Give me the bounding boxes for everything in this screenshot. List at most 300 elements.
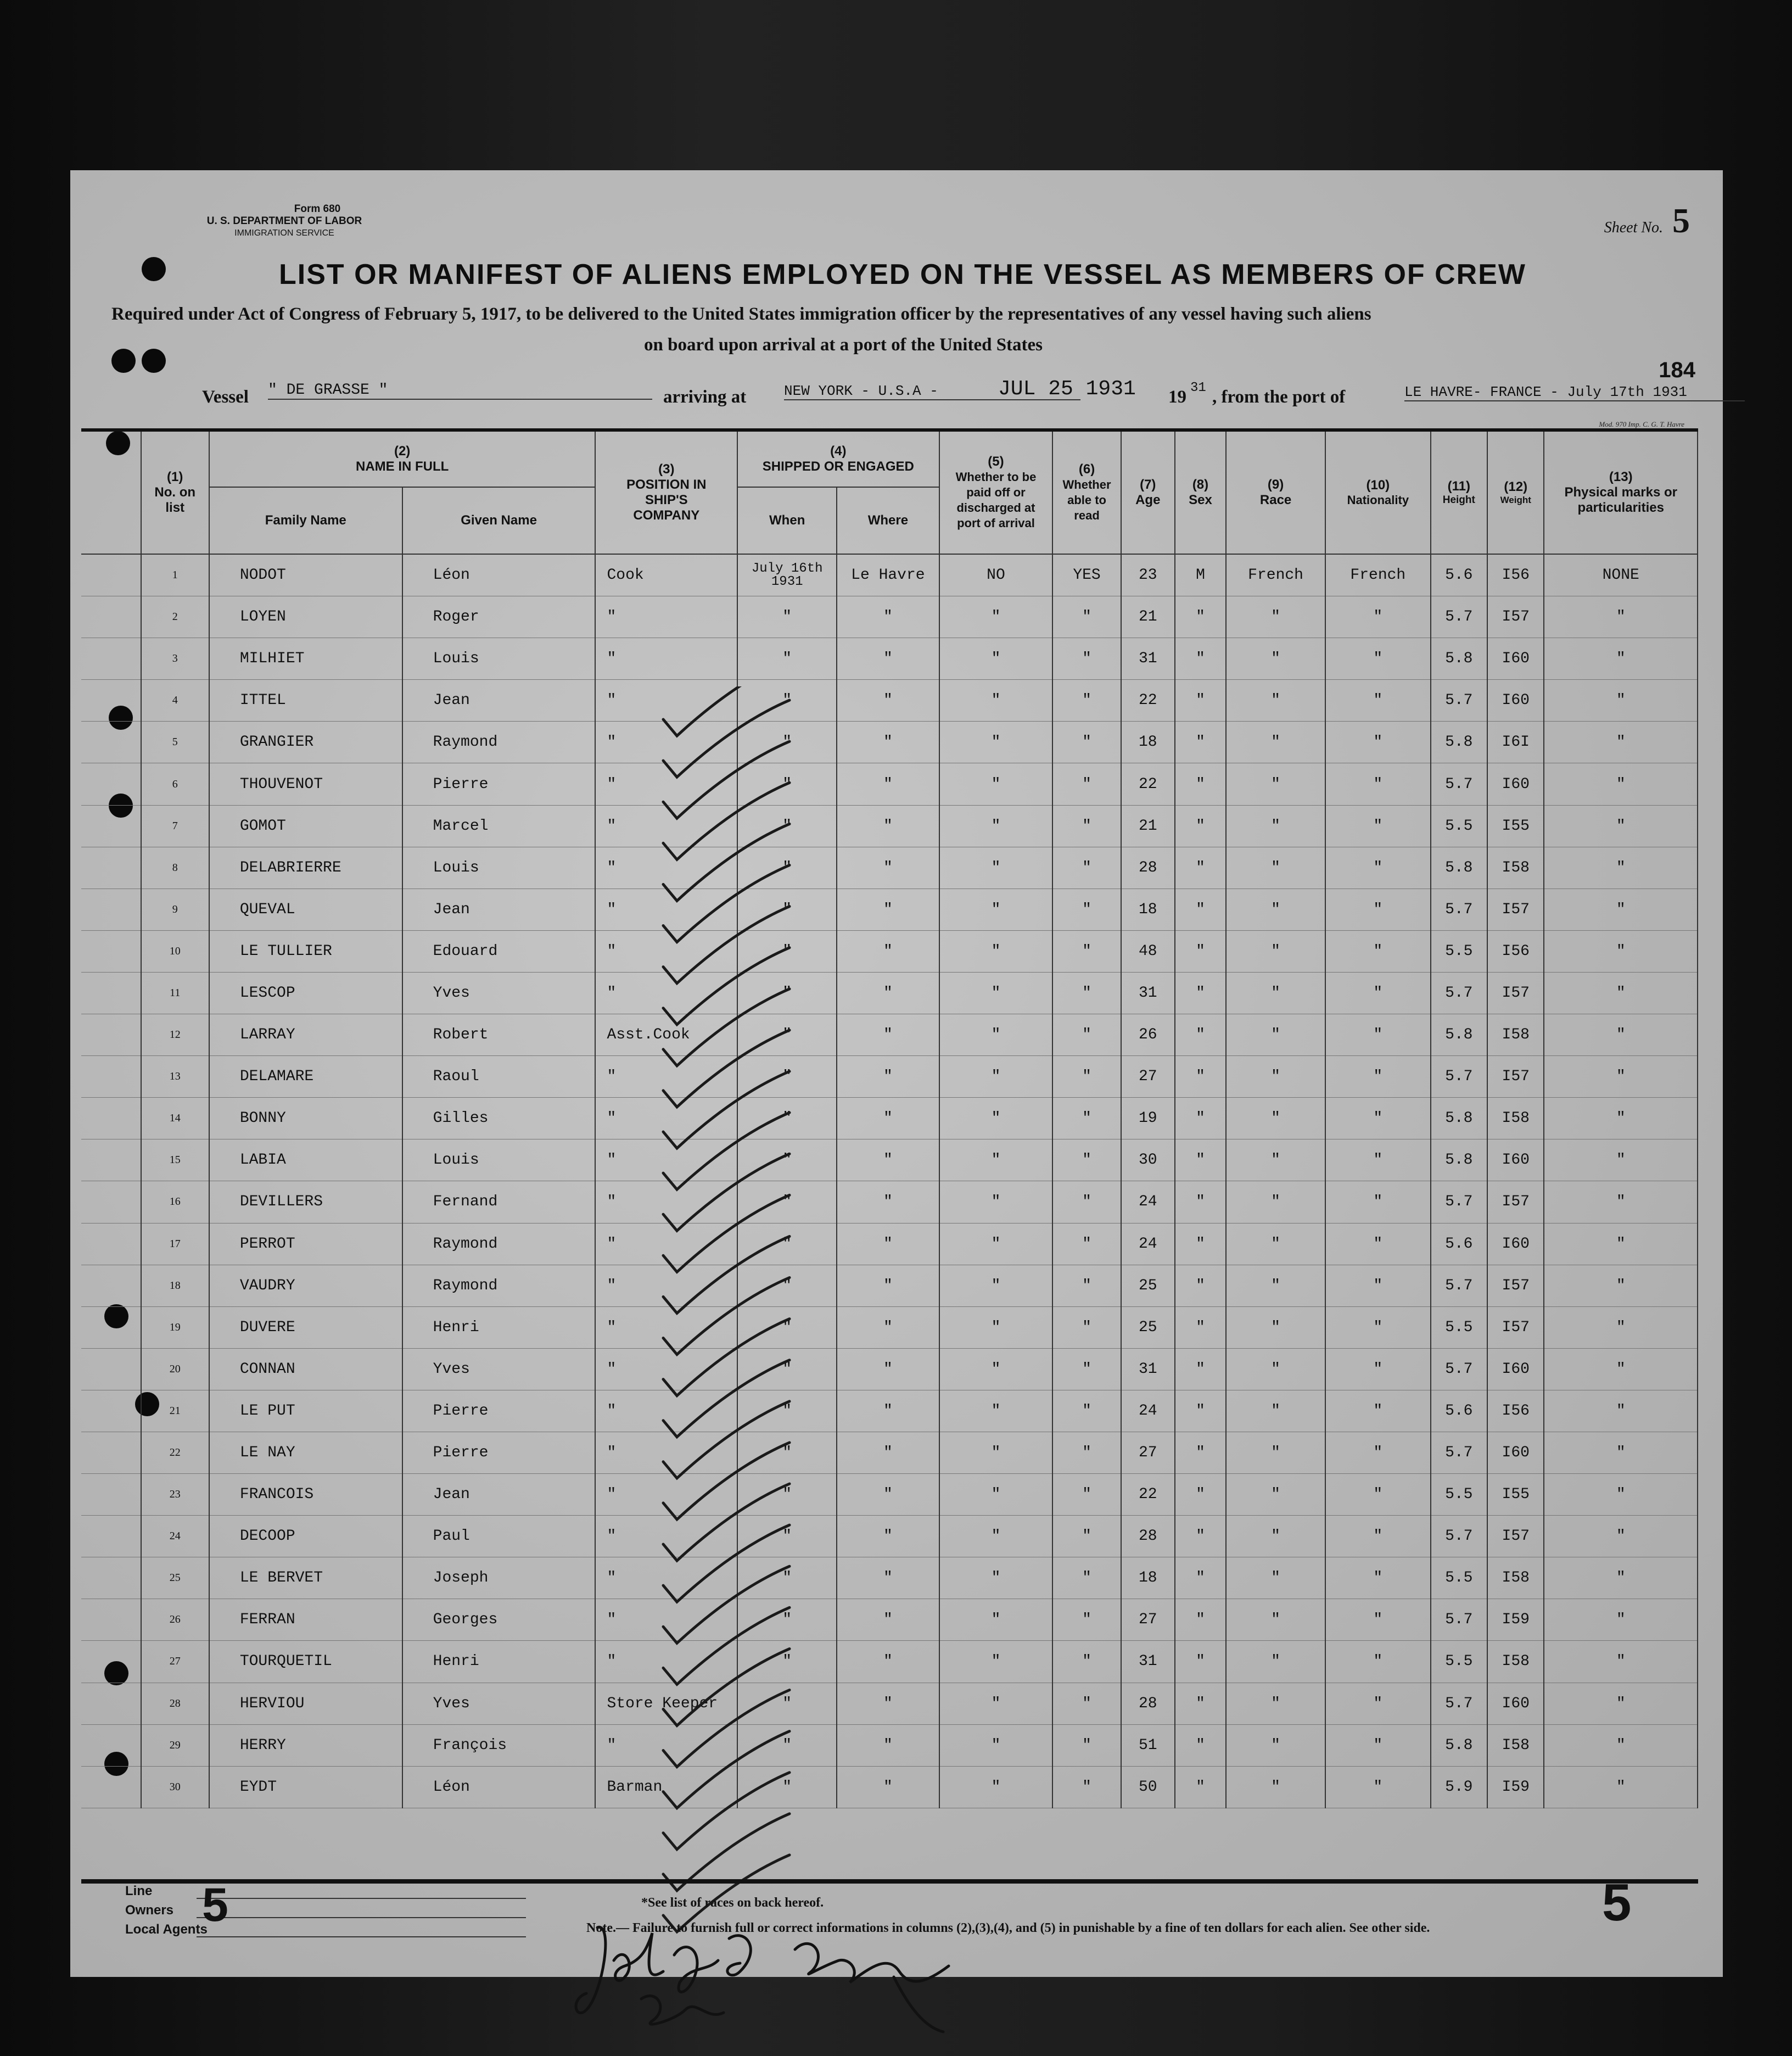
- column-title: Height: [1442, 494, 1475, 506]
- nationality-cell: ": [1325, 1766, 1430, 1808]
- shipped-where-cell: ": [837, 889, 939, 930]
- weight-cell: I57: [1487, 1056, 1544, 1098]
- weight-cell: I58: [1487, 1641, 1544, 1683]
- weight-cell: I60: [1487, 1223, 1544, 1265]
- paid-off-cell: ": [939, 763, 1053, 805]
- physical-marks-cell: ": [1544, 1724, 1698, 1766]
- paid-off-cell: ": [939, 680, 1053, 722]
- weight-cell: I57: [1487, 1306, 1544, 1348]
- column-number: (12): [1504, 479, 1528, 494]
- column-header-position: [595, 430, 737, 554]
- form-number: Form 680: [294, 203, 341, 215]
- table-row: [81, 1599, 1698, 1641]
- margin-cell: [81, 1390, 141, 1432]
- sex-cell: ": [1175, 1557, 1226, 1599]
- height-cell: 5.7: [1431, 1056, 1487, 1098]
- table-row: [81, 1516, 1698, 1557]
- able-to-read-cell: ": [1052, 1014, 1121, 1056]
- height-cell: 5.7: [1431, 1599, 1487, 1641]
- margin-cell: [81, 1139, 141, 1181]
- height-cell: 5.7: [1431, 596, 1487, 638]
- age-cell: 24: [1121, 1223, 1175, 1265]
- table-row: [81, 1348, 1698, 1390]
- age-cell: 28: [1121, 847, 1175, 889]
- height-cell: 5.8: [1431, 1098, 1487, 1139]
- row-number-cell: 15: [141, 1139, 209, 1181]
- margin-cell: [81, 1306, 141, 1348]
- shipped-when-cell: July 16th 1931: [737, 554, 837, 596]
- position-cell: ": [595, 1181, 737, 1223]
- age-cell: 48: [1121, 930, 1175, 972]
- nationality-cell: ": [1325, 1557, 1430, 1599]
- column-title: Age: [1135, 493, 1161, 507]
- shipped-when-cell: ": [737, 1265, 837, 1306]
- shipped-where-cell: ": [837, 1641, 939, 1683]
- shipped-where-cell: ": [837, 1181, 939, 1223]
- family-name-cell: LABIA: [209, 1139, 402, 1181]
- family-name-cell: FERRAN: [209, 1599, 402, 1641]
- table-row: [81, 1181, 1698, 1223]
- column-header-nationality: [1325, 430, 1430, 554]
- physical-marks-cell: ": [1544, 1139, 1698, 1181]
- physical-marks-cell: ": [1544, 1557, 1698, 1599]
- margin-cell: [81, 1766, 141, 1808]
- position-cell: Barman: [595, 1766, 737, 1808]
- height-cell: 5.9: [1431, 1766, 1487, 1808]
- page-number: 184: [1659, 358, 1695, 382]
- family-name-cell: LARRAY: [209, 1014, 402, 1056]
- paid-off-cell: ": [939, 1306, 1053, 1348]
- row-number-cell: 14: [141, 1098, 209, 1139]
- shipped-where-cell: ": [837, 1474, 939, 1516]
- race-cell: ": [1226, 1056, 1325, 1098]
- physical-marks-cell: ": [1544, 847, 1698, 889]
- able-to-read-cell: ": [1052, 722, 1121, 763]
- paid-off-cell: ": [939, 1139, 1053, 1181]
- physical-marks-cell: ": [1544, 1223, 1698, 1265]
- given-name-cell: Fernand: [402, 1181, 596, 1223]
- row-number-cell: 19: [141, 1306, 209, 1348]
- family-name-cell: NODOT: [209, 554, 402, 596]
- shipped-where-cell: ": [837, 596, 939, 638]
- table-row: [81, 1641, 1698, 1683]
- nationality-cell: ": [1325, 889, 1430, 930]
- row-number-cell: 16: [141, 1181, 209, 1223]
- race-cell: ": [1226, 1265, 1325, 1306]
- race-cell: ": [1226, 722, 1325, 763]
- column-title: Physical marks or particularities: [1564, 485, 1677, 515]
- paid-off-cell: ": [939, 1348, 1053, 1390]
- vessel-name: " DE GRASSE ": [268, 382, 652, 400]
- sex-cell: ": [1175, 722, 1226, 763]
- position-cell: ": [595, 638, 737, 680]
- paid-off-cell: ": [939, 930, 1053, 972]
- nationality-cell: ": [1325, 1098, 1430, 1139]
- form-header: [142, 203, 427, 239]
- sex-cell: ": [1175, 1181, 1226, 1223]
- column-header-where: Where: [837, 487, 939, 554]
- margin-cell: [81, 1098, 141, 1139]
- given-name-cell: Gilles: [402, 1098, 596, 1139]
- shipped-where-cell: ": [837, 1432, 939, 1473]
- height-cell: 5.8: [1431, 1014, 1487, 1056]
- family-name-cell: LE PUT: [209, 1390, 402, 1432]
- family-name-cell: DEVILLERS: [209, 1181, 402, 1223]
- sex-cell: ": [1175, 1683, 1226, 1724]
- able-to-read-cell: ": [1052, 1181, 1121, 1223]
- height-cell: 5.5: [1431, 805, 1487, 847]
- height-cell: 5.7: [1431, 1516, 1487, 1557]
- height-cell: 5.6: [1431, 554, 1487, 596]
- row-number-cell: 13: [141, 1056, 209, 1098]
- family-name-cell: VAUDRY: [209, 1265, 402, 1306]
- position-cell: ": [595, 1557, 737, 1599]
- nationality-cell: ": [1325, 680, 1430, 722]
- position-cell: ": [595, 1348, 737, 1390]
- given-name-cell: Paul: [402, 1516, 596, 1557]
- physical-marks-cell: ": [1544, 1516, 1698, 1557]
- sex-cell: ": [1175, 763, 1226, 805]
- document-title: LIST OR MANIFEST OF ALIENS EMPLOYED ON THE VESSEL AS MEMBERS OF CREW: [279, 259, 1526, 290]
- margin-column: [81, 430, 141, 554]
- column-header-race: [1226, 430, 1325, 554]
- punch-hole: [111, 349, 136, 373]
- footer-owners-rule: [197, 1917, 526, 1918]
- table-row: [81, 889, 1698, 930]
- paid-off-cell: ": [939, 1056, 1053, 1098]
- paid-off-cell: ": [939, 1265, 1053, 1306]
- position-cell: ": [595, 805, 737, 847]
- row-number-cell: 28: [141, 1683, 209, 1724]
- margin-cell: [81, 889, 141, 930]
- paid-off-cell: ": [939, 1516, 1053, 1557]
- sex-cell: ": [1175, 847, 1226, 889]
- height-cell: 5.8: [1431, 638, 1487, 680]
- column-header-shipped: [737, 430, 939, 487]
- race-cell: ": [1226, 805, 1325, 847]
- age-cell: 22: [1121, 680, 1175, 722]
- weight-cell: I58: [1487, 1724, 1544, 1766]
- shipped-where-cell: Le Havre: [837, 554, 939, 596]
- voyage-line: [202, 376, 1706, 415]
- family-name-cell: MILHIET: [209, 638, 402, 680]
- given-name-cell: Yves: [402, 1683, 596, 1724]
- height-cell: 5.6: [1431, 1223, 1487, 1265]
- column-header-weight: [1487, 430, 1544, 554]
- weight-cell: I55: [1487, 1474, 1544, 1516]
- age-cell: 21: [1121, 805, 1175, 847]
- row-number-cell: 29: [141, 1724, 209, 1766]
- given-name-cell: Henri: [402, 1641, 596, 1683]
- manifest-sheet: [70, 170, 1723, 1977]
- nationality-cell: ": [1325, 1306, 1430, 1348]
- shipped-when-cell: ": [737, 1348, 837, 1390]
- age-cell: 19: [1121, 1098, 1175, 1139]
- physical-marks-cell: ": [1544, 763, 1698, 805]
- nationality-cell: ": [1325, 847, 1430, 889]
- shipped-when-cell: ": [737, 1056, 837, 1098]
- departure-port: LE HAVRE- FRANCE - July 17th 1931: [1404, 384, 1745, 401]
- margin-cell: [81, 805, 141, 847]
- owners-mark: 5: [202, 1879, 228, 1931]
- age-cell: 27: [1121, 1056, 1175, 1098]
- row-number-cell: 3: [141, 638, 209, 680]
- sex-cell: ": [1175, 889, 1226, 930]
- paid-off-cell: ": [939, 1599, 1053, 1641]
- table-row: [81, 1683, 1698, 1724]
- punch-hole: [142, 349, 166, 373]
- given-name-cell: Pierre: [402, 1390, 596, 1432]
- age-cell: 51: [1121, 1724, 1175, 1766]
- given-name-cell: Raoul: [402, 1056, 596, 1098]
- nationality-cell: ": [1325, 638, 1430, 680]
- shipped-where-cell: ": [837, 1306, 939, 1348]
- able-to-read-cell: ": [1052, 638, 1121, 680]
- column-number: (2): [394, 444, 411, 459]
- shipped-when-cell: ": [737, 1516, 837, 1557]
- position-cell: ": [595, 1223, 737, 1265]
- sex-cell: ": [1175, 1641, 1226, 1683]
- physical-marks-cell: ": [1544, 1098, 1698, 1139]
- table-row: [81, 847, 1698, 889]
- weight-cell: I60: [1487, 763, 1544, 805]
- row-number-cell: 26: [141, 1599, 209, 1641]
- shipped-where-cell: ": [837, 1683, 939, 1724]
- row-number-cell: 18: [141, 1265, 209, 1306]
- position-cell: ": [595, 596, 737, 638]
- race-cell: ": [1226, 1474, 1325, 1516]
- table-row: [81, 972, 1698, 1014]
- shipped-where-cell: ": [837, 1139, 939, 1181]
- weight-cell: I57: [1487, 1181, 1544, 1223]
- nationality-cell: French: [1325, 554, 1430, 596]
- shipped-where-cell: ": [837, 1098, 939, 1139]
- column-number: (7): [1140, 477, 1156, 492]
- shipped-where-cell: ": [837, 1056, 939, 1098]
- physical-marks-cell: ": [1544, 1390, 1698, 1432]
- position-cell: Asst.Cook: [595, 1014, 737, 1056]
- paid-off-cell: ": [939, 1557, 1053, 1599]
- position-cell: ": [595, 722, 737, 763]
- shipped-when-cell: ": [737, 1766, 837, 1808]
- weight-cell: I57: [1487, 1265, 1544, 1306]
- given-name-cell: Pierre: [402, 763, 596, 805]
- given-name-cell: François: [402, 1724, 596, 1766]
- age-cell: 18: [1121, 889, 1175, 930]
- position-cell: ": [595, 680, 737, 722]
- table-row: [81, 1724, 1698, 1766]
- given-name-cell: Raymond: [402, 1265, 596, 1306]
- sex-cell: ": [1175, 680, 1226, 722]
- shipped-when-cell: ": [737, 1014, 837, 1056]
- height-cell: 5.8: [1431, 1139, 1487, 1181]
- paid-off-cell: ": [939, 596, 1053, 638]
- shipped-when-cell: ": [737, 763, 837, 805]
- margin-cell: [81, 1683, 141, 1724]
- row-number-cell: 9: [141, 889, 209, 930]
- nationality-cell: ": [1325, 722, 1430, 763]
- physical-marks-cell: ": [1544, 1306, 1698, 1348]
- able-to-read-cell: ": [1052, 1056, 1121, 1098]
- able-to-read-cell: ": [1052, 1098, 1121, 1139]
- shipped-when-cell: ": [737, 1098, 837, 1139]
- able-to-read-cell: ": [1052, 972, 1121, 1014]
- family-name-cell: DUVERE: [209, 1306, 402, 1348]
- position-cell: ": [595, 1641, 737, 1683]
- margin-cell: [81, 1641, 141, 1683]
- position-cell: ": [595, 1098, 737, 1139]
- given-name-cell: Louis: [402, 638, 596, 680]
- crew-rows: [81, 554, 1698, 1808]
- year-prefix: 19: [1168, 387, 1186, 407]
- height-cell: 5.7: [1431, 972, 1487, 1014]
- position-cell: ": [595, 1432, 737, 1473]
- height-cell: 5.5: [1431, 1641, 1487, 1683]
- weight-cell: I60: [1487, 1683, 1544, 1724]
- table-row: [81, 722, 1698, 763]
- punch-hole: [142, 257, 166, 281]
- race-cell: ": [1226, 1098, 1325, 1139]
- sex-cell: ": [1175, 1516, 1226, 1557]
- paid-off-cell: NO: [939, 554, 1053, 596]
- family-name-cell: HERVIOU: [209, 1683, 402, 1724]
- handwritten-signature: [564, 1917, 971, 2043]
- paid-off-cell: ": [939, 1223, 1053, 1265]
- subtitle-line-2: on board upon arrival at a port of the United States: [644, 335, 1043, 355]
- paid-off-cell: ": [939, 805, 1053, 847]
- position-cell: ": [595, 847, 737, 889]
- margin-cell: [81, 554, 141, 596]
- column-number: (5): [988, 454, 1004, 469]
- sex-cell: ": [1175, 972, 1226, 1014]
- shipped-when-cell: ": [737, 1724, 837, 1766]
- margin-cell: [81, 1223, 141, 1265]
- paid-off-cell: ": [939, 1724, 1053, 1766]
- age-cell: 28: [1121, 1516, 1175, 1557]
- shipped-where-cell: ": [837, 1557, 939, 1599]
- race-cell: ": [1226, 1724, 1325, 1766]
- age-cell: 21: [1121, 596, 1175, 638]
- sex-cell: ": [1175, 1223, 1226, 1265]
- column-title: Weight: [1500, 495, 1531, 505]
- nationality-cell: ": [1325, 1056, 1430, 1098]
- row-number-cell: 17: [141, 1223, 209, 1265]
- table-row: [81, 1056, 1698, 1098]
- race-cell: ": [1226, 972, 1325, 1014]
- column-header-sex: [1175, 430, 1226, 554]
- height-cell: 5.5: [1431, 1306, 1487, 1348]
- paid-off-cell: ": [939, 638, 1053, 680]
- margin-cell: [81, 1516, 141, 1557]
- able-to-read-cell: ": [1052, 1265, 1121, 1306]
- family-name-cell: LESCOP: [209, 972, 402, 1014]
- row-number-cell: 25: [141, 1557, 209, 1599]
- position-cell: ": [595, 1306, 737, 1348]
- sex-cell: ": [1175, 930, 1226, 972]
- paid-off-cell: ": [939, 1181, 1053, 1223]
- race-cell: ": [1226, 889, 1325, 930]
- nationality-cell: ": [1325, 1516, 1430, 1557]
- sex-cell: ": [1175, 1139, 1226, 1181]
- shipped-when-cell: ": [737, 722, 837, 763]
- physical-marks-cell: NONE: [1544, 554, 1698, 596]
- nationality-cell: ": [1325, 1724, 1430, 1766]
- race-cell: ": [1226, 1306, 1325, 1348]
- margin-cell: [81, 763, 141, 805]
- column-number: (10): [1366, 478, 1390, 493]
- height-cell: 5.7: [1431, 889, 1487, 930]
- weight-cell: I59: [1487, 1599, 1544, 1641]
- shipped-when-cell: ": [737, 889, 837, 930]
- physical-marks-cell: ": [1544, 1348, 1698, 1390]
- weight-cell: I58: [1487, 1014, 1544, 1056]
- height-cell: 5.7: [1431, 680, 1487, 722]
- age-cell: 18: [1121, 722, 1175, 763]
- shipped-where-cell: ": [837, 763, 939, 805]
- row-number-cell: 10: [141, 930, 209, 972]
- sex-cell: ": [1175, 596, 1226, 638]
- age-cell: 31: [1121, 972, 1175, 1014]
- row-number-cell: 5: [141, 722, 209, 763]
- table-row: [81, 1265, 1698, 1306]
- family-name-cell: LE BERVET: [209, 1557, 402, 1599]
- year-suffix: 31: [1190, 381, 1206, 395]
- weight-cell: I60: [1487, 680, 1544, 722]
- family-name-cell: THOUVENOT: [209, 763, 402, 805]
- able-to-read-cell: ": [1052, 930, 1121, 972]
- table-row: [81, 930, 1698, 972]
- physical-marks-cell: ": [1544, 930, 1698, 972]
- department-name: U. S. DEPARTMENT OF LABOR: [206, 215, 362, 227]
- family-name-cell: QUEVAL: [209, 889, 402, 930]
- nationality-cell: ": [1325, 1223, 1430, 1265]
- sex-cell: ": [1175, 1724, 1226, 1766]
- margin-cell: [81, 1348, 141, 1390]
- physical-marks-cell: ": [1544, 1014, 1698, 1056]
- position-cell: ": [595, 1139, 737, 1181]
- given-name-cell: Roger: [402, 596, 596, 638]
- shipped-where-cell: ": [837, 638, 939, 680]
- weight-cell: I56: [1487, 554, 1544, 596]
- height-cell: 5.8: [1431, 847, 1487, 889]
- margin-cell: [81, 1474, 141, 1516]
- shipped-when-cell: ": [737, 1474, 837, 1516]
- column-header-paid-off: [939, 430, 1053, 554]
- able-to-read-cell: ": [1052, 1766, 1121, 1808]
- age-cell: 24: [1121, 1390, 1175, 1432]
- given-name-cell: Léon: [402, 1766, 596, 1808]
- able-to-read-cell: ": [1052, 1516, 1121, 1557]
- nationality-cell: ": [1325, 1683, 1430, 1724]
- paid-off-cell: ": [939, 972, 1053, 1014]
- nationality-cell: ": [1325, 805, 1430, 847]
- able-to-read-cell: ": [1052, 680, 1121, 722]
- physical-marks-cell: ": [1544, 1181, 1698, 1223]
- shipped-when-cell: ": [737, 1390, 837, 1432]
- shipped-when-cell: ": [737, 1306, 837, 1348]
- able-to-read-cell: ": [1052, 763, 1121, 805]
- shipped-where-cell: ": [837, 1223, 939, 1265]
- race-cell: ": [1226, 638, 1325, 680]
- family-name-cell: BONNY: [209, 1098, 402, 1139]
- sex-cell: ": [1175, 1474, 1226, 1516]
- footer-line-rule: [197, 1898, 526, 1899]
- shipped-when-cell: ": [737, 638, 837, 680]
- weight-cell: I59: [1487, 1766, 1544, 1808]
- row-number-cell: 24: [141, 1516, 209, 1557]
- table-row: [81, 1139, 1698, 1181]
- row-number-cell: 30: [141, 1766, 209, 1808]
